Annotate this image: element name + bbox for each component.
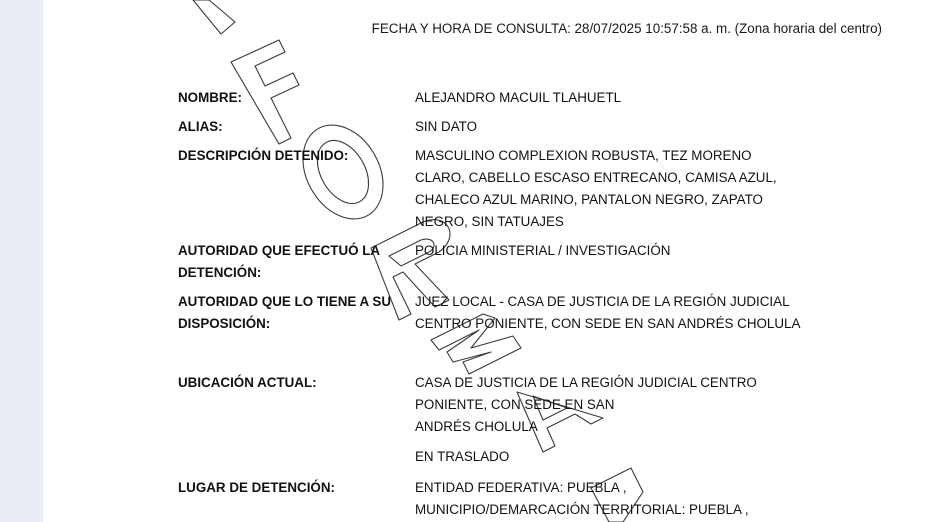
descripcion-value: MASCULINO COMPLEXION ROBUSTA, TEZ MORENO CLARO, CABELLO ESCASO ENTRECANO, CAMISA AZUL, CHALECO AZUL MARINO, PANTALON NEGRO, ZAPATO NEGRO, SIN TATUAJES — [415, 148, 777, 229]
ubicacion-value-line1: CASA DE JUSTICIA DE LA REGIÓN JUDICIAL CENTRO PONIENTE, CON SEDE EN SAN — [415, 375, 757, 412]
autoridad-efectuo-label: AUTORIDAD QUE EFECTUÓ LA DETENCIÓN: — [178, 243, 380, 280]
lugar-label: LUGAR DE DETENCIÓN: — [178, 480, 335, 495]
autoridad-disposicion-value: JUEZ LOCAL - CASA DE JUSTICIA DE LA REGIÓN JUDICIAL CENTRO PONIENTE, CON SEDE EN SAN ANDRÉS CHOLULA — [415, 294, 801, 331]
consulta-timestamp: FECHA Y HORA DE CONSULTA: 28/07/2025 10:57:58 a. m. (Zona horaria del centro) — [371, 21, 882, 36]
ubicacion-value-line2: ANDRÉS CHOLULA — [415, 419, 538, 434]
nombre-value: ALEJANDRO MACUIL TLAHUETL — [415, 90, 622, 105]
autoridad-disposicion-label: AUTORIDAD QUE LO TIENE A SU DISPOSICIÓN: — [178, 294, 392, 331]
alias-value: SIN DATO — [415, 119, 478, 134]
autoridad-efectuo-value: POLICIA MINISTERIAL / INVESTIGACIÓN — [415, 243, 671, 258]
ubicacion-status: EN TRASLADO — [415, 449, 510, 464]
ubicacion-label: UBICACIÓN ACTUAL: — [178, 375, 317, 390]
lugar-value-line2: MUNICIPIO/DEMARCACIÓN TERRITORIAL: PUEBLA , — [415, 502, 749, 517]
alias-label: ALIAS: — [178, 119, 223, 134]
lugar-value-line1: ENTIDAD FEDERATIVA: PUEBLA , — [415, 480, 627, 495]
document-page — [43, 0, 928, 522]
descripcion-label: DESCRIPCIÓN DETENIDO: — [178, 148, 349, 163]
nombre-label: NOMBRE: — [178, 90, 242, 105]
